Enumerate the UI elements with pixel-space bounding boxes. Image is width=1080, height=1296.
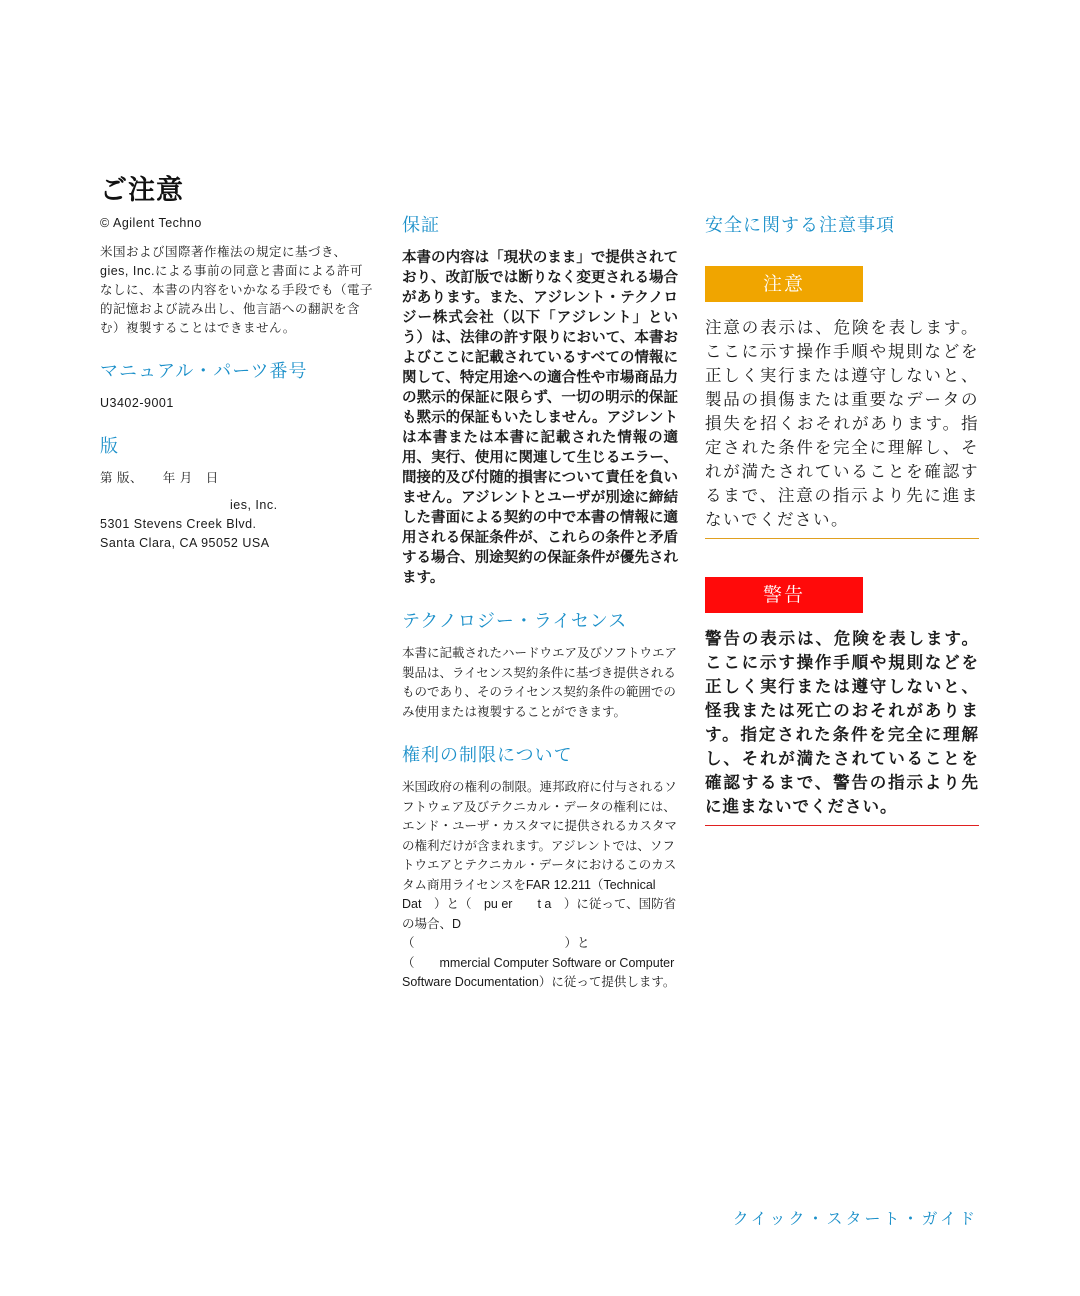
license-body: 本書に記載されたハードウエア及びソフトウエア製品は、ライセンス契約条件に基づき提供されるものであり、そのライセンス契約条件の範囲でのみ使用または複製することができます。 [402, 646, 678, 719]
left-column [100, 214, 419, 553]
edition-line: 第 版、 年 月 日 [100, 471, 219, 485]
right-column [705, 214, 979, 826]
copyright-line: © Agilent Techno [100, 216, 202, 230]
rights-body: 米国政府の権利の制限。連邦政府に付与されるソフトウェア及びテクニカル・データの権利には、エンド・ユーザ・カスタマに提供されるカスタマの権利だけが含まれます。アジレントでは、ソフトウエアとテクニカル・データにおけるこのカスタム商用ライセンスをFAR 12.211（Technical Dat ）と（ pu er t a ）に従って、国防省の場合、D （ ）と （ mmercial Computer Software or Computer Software Documentation）に従って提供します。 [402, 780, 703, 989]
copyright-body: 米国および国際著作権法の規定に基づき、 gies, Inc.による事前の同意と書面による許可なしに、本書の内容をいかなる手段でも（電子的記憶および読み出し、他言語への翻訳を含む）複製することはできません。 [100, 245, 419, 335]
warranty-heading: 保証 [402, 215, 440, 236]
caution-label: 注意 [705, 266, 863, 302]
warning-label: 警告 [705, 577, 863, 613]
page-title: ご注意 [100, 175, 184, 206]
manual-part-number: U3402-9001 [100, 396, 174, 410]
middle-column [402, 214, 703, 993]
warning-body: 警告の表示は、危険を表します。ここに示す操作手順や規則などを正しく実行または遵守しないと、怪我または死亡のおそれがあります。指定された条件を完全に理解し、それが満たされていることを確認するまで、警告の指示より先に進まないでください。 [705, 629, 979, 816]
caution-body: 注意の表示は、危険を表します。ここに示す操作手順や規則などを正しく実行または遵守しないと、製品の損傷または重要なデータの損失を招くおそれがあります。指定された条件を完全に理解し、それが満たされていることを確認するまで、注意の指示より先に進まないでください。 [705, 318, 979, 529]
address-street: 5301 Stevens Creek Blvd. [100, 517, 257, 531]
warranty-body: 本書の内容は「現状のまま」で提供されており、改訂版では断りなく変更される場合があります。また、アジレント・テクノロジー株式会社（以下「アジレント」という）は、法律の許す限りにおいて、本書およびここに記載されているすべての情報に関して、特定用途への適合性や市場商品力の黙示的保証に限らず、一切の明示的保証も黙示的保証もいたしません。アジレントは本書または本書に記載された情報の適用、実行、使用に関連して生じるエラー、間接的及び付随的損害について責任を負いません。アジレントとユーザが別途に締結した書面による契約の中で本書の情報に適用される保証条件が、これらの条件と矛盾する場合、別途契約の保証条件が優先されます。 [402, 249, 678, 586]
safety-heading: 安全に関する注意事項 [705, 215, 895, 236]
footer-guide-title: クイック・スタート・ガイド [732, 1209, 978, 1228]
address-city: Santa Clara, CA 95052 USA [100, 536, 270, 550]
license-heading: テクノロジー・ライセンス [402, 611, 628, 632]
rights-heading: 権利の制限について [402, 745, 573, 766]
warning-divider [705, 825, 979, 826]
edition-heading: 版 [100, 436, 119, 457]
edition-company: ies, Inc. [230, 498, 278, 512]
manual-part-heading: マニュアル・パーツ番号 [100, 361, 308, 382]
